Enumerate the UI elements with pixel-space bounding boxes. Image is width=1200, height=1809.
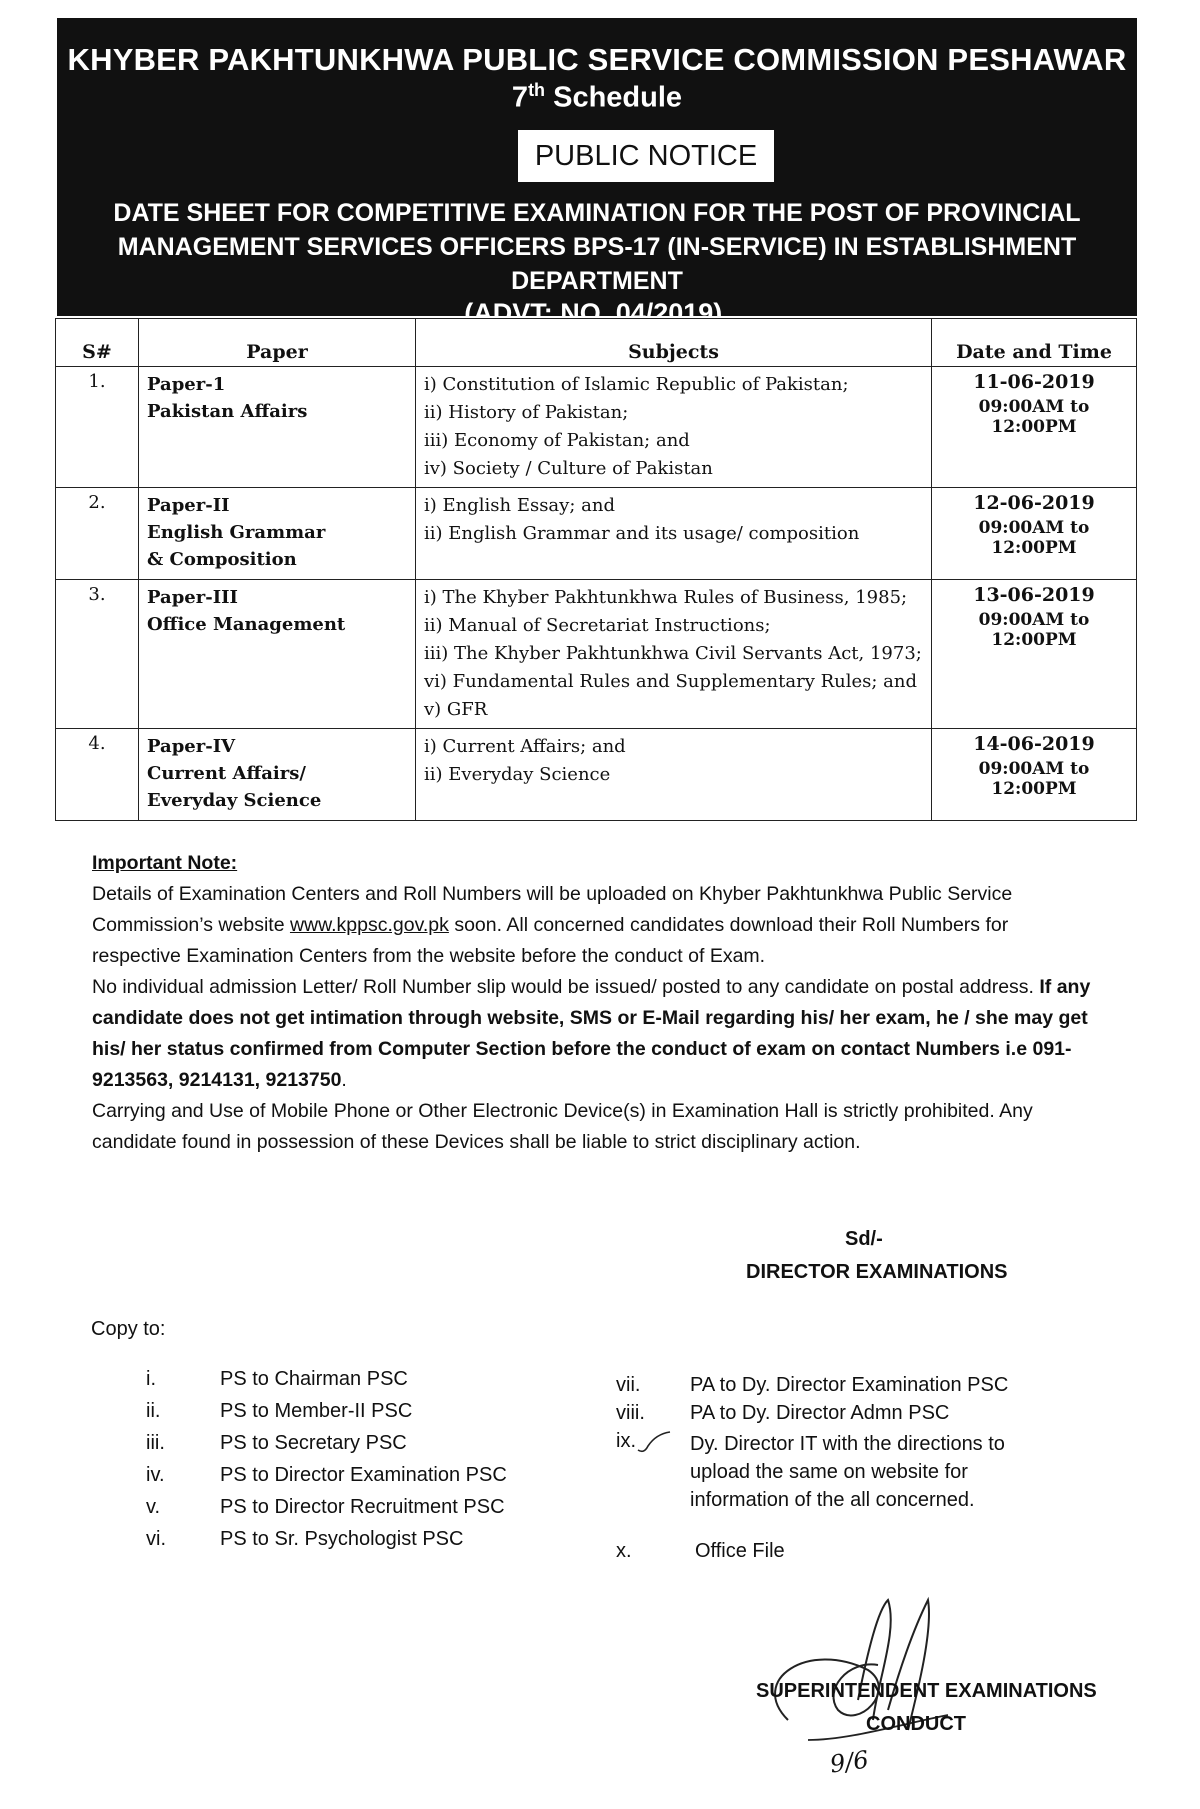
- note-text: .: [341, 1069, 347, 1091]
- copy-recipient: [690, 1430, 1005, 1514]
- paper-cell: [139, 580, 416, 729]
- paper-number: Paper-IV: [147, 736, 236, 757]
- paper-name: Office Management: [147, 614, 346, 635]
- copy-recipient: PS to Secretary PSC: [220, 1432, 407, 1454]
- advertisement-number: (ADVT: NO. 04/2019).: [464, 298, 730, 328]
- note-paragraph: [92, 879, 1102, 972]
- copy-recipient: PS to Director Recruitment PSC: [220, 1496, 505, 1518]
- tick-mark-icon: [636, 1430, 672, 1456]
- paper-name: Current Affairs/: [147, 763, 306, 784]
- copy-recipient: PS to Member-II PSC: [220, 1400, 413, 1422]
- subject-item: iii) Economy of Pakistan; and: [424, 430, 690, 451]
- note-text: No individual admission Letter/ Roll Number slip would be issued/ posted to any candidate on postal address.: [92, 976, 1040, 998]
- paper-cell: [139, 367, 416, 488]
- subjects-cell: [416, 488, 932, 580]
- serial-number: 1.: [56, 367, 139, 488]
- exam-time: 09:00AM to 12:00PM: [978, 610, 1090, 650]
- table-row: [56, 367, 1137, 488]
- copy-to-heading: Copy to:: [91, 1318, 166, 1340]
- schedule-number: 7: [511, 81, 529, 114]
- copy-recipient: PS to Sr. Psychologist PSC: [220, 1528, 464, 1550]
- serial-number: 2.: [56, 488, 139, 580]
- handwritten-date: 9/6: [828, 1745, 871, 1779]
- title-line-3: DEPARTMENT: [511, 267, 683, 295]
- table-row: [56, 488, 1137, 580]
- exam-date: 12-06-2019: [973, 492, 1095, 514]
- serial-number: 3.: [56, 580, 139, 729]
- paper-number: Paper-II: [147, 495, 230, 516]
- schedule-title: [57, 80, 1137, 115]
- note-heading: Important Note:: [92, 852, 238, 874]
- table-row: [56, 729, 1137, 821]
- subject-item: ii) English Grammar and its usage/ composition: [424, 523, 860, 544]
- copy-recipient: PS to Chairman PSC: [220, 1368, 408, 1390]
- subject-item: v) GFR: [424, 699, 488, 720]
- copy-recipient-line: information of the all concerned.: [690, 1489, 975, 1511]
- note-paragraph: [92, 972, 1102, 1096]
- copy-num: ii.: [146, 1400, 161, 1422]
- copy-recipient: PS to Director Examination PSC: [220, 1464, 507, 1486]
- title-line-1: DATE SHEET FOR COMPETITIVE EXAMINATION FOR THE POST OF PROVINCIAL: [113, 199, 1081, 227]
- conduct-title: CONDUCT: [866, 1713, 966, 1735]
- paper-name: Everyday Science: [147, 790, 322, 811]
- column-header: Paper: [139, 319, 416, 367]
- copy-num: viii.: [616, 1402, 645, 1424]
- exam-date: 14-06-2019: [973, 733, 1095, 755]
- exam-time: 09:00AM to 12:00PM: [978, 759, 1090, 799]
- schedule-suffix: th: [528, 80, 546, 100]
- important-note: [92, 848, 1102, 1158]
- date-time-cell: [932, 580, 1137, 729]
- paper-name: English Grammar: [147, 522, 326, 543]
- column-header: Date and Time: [932, 319, 1137, 367]
- copy-num: iii.: [146, 1432, 165, 1454]
- subject-item: vi) Fundamental Rules and Supplementary Rules; and: [424, 671, 918, 692]
- subject-item: iii) The Khyber Pakhtunkhwa Civil Servants Act, 1973;: [424, 643, 922, 664]
- exam-time: 09:00AM to 12:00PM: [978, 397, 1090, 437]
- copy-num: vi.: [146, 1528, 166, 1550]
- copy-recipient: PA to Dy. Director Examination PSC: [690, 1374, 1009, 1396]
- subject-item: i) Constitution of Islamic Republic of Pakistan;: [424, 374, 849, 395]
- notice-title: [87, 196, 1107, 298]
- paper-name: & Composition: [147, 549, 297, 570]
- paper-number: Paper-III: [147, 587, 238, 608]
- copy-num: x.: [616, 1540, 632, 1562]
- paper-name: Pakistan Affairs: [147, 401, 308, 422]
- note-bold-text: If any candidate does not get intimation through website, SMS or E-Mail regarding his/ her exam, he / she may get his/ her status confirmed from Computer Section before the conduct of exam on contact Numbers i.e 091-9213563, 9214131, 9213750: [92, 976, 1091, 1091]
- date-time-cell: [932, 367, 1137, 488]
- subjects-cell: [416, 729, 932, 821]
- subject-item: i) English Essay; and: [424, 495, 615, 516]
- copy-num: vii.: [616, 1374, 641, 1396]
- copy-recipient-line: Dy. Director IT with the directions to: [690, 1433, 1005, 1455]
- schedule-word: Schedule: [545, 81, 683, 114]
- copy-recipient: Office File: [695, 1540, 785, 1562]
- copy-recipient-line: upload the same on website for: [690, 1461, 968, 1483]
- copy-num: ix.: [616, 1430, 636, 1452]
- date-sheet-table: [55, 318, 1137, 821]
- subject-item: ii) History of Pakistan;: [424, 402, 629, 423]
- copy-num: i.: [146, 1368, 156, 1390]
- exam-date: 11-06-2019: [973, 371, 1095, 393]
- copy-num: v.: [146, 1496, 161, 1518]
- table-header-row: [56, 319, 1137, 367]
- subject-item: ii) Everyday Science: [424, 764, 611, 785]
- column-header: S#: [56, 319, 139, 367]
- title-line-2: MANAGEMENT SERVICES OFFICERS BPS-17 (IN-SERVICE) IN ESTABLISHMENT: [117, 233, 1077, 261]
- subject-item: i) Current Affairs; and: [424, 736, 626, 757]
- date-time-cell: [932, 729, 1137, 821]
- paper-cell: [139, 729, 416, 821]
- public-notice-label: PUBLIC NOTICE: [518, 130, 774, 182]
- table-row: [56, 580, 1137, 729]
- subject-item: iv) Society / Culture of Pakistan: [424, 458, 713, 479]
- note-text: Details of Examination Centers and Roll Numbers will be uploaded on Khyber Pakhtunkhwa Public Service Commission’s website: [92, 883, 1013, 936]
- website-link[interactable]: www.kppsc.gov.pk: [289, 914, 449, 936]
- director-title: DIRECTOR EXAMINATIONS: [746, 1261, 1008, 1283]
- superintendent-title: SUPERINTENDENT EXAMINATIONS: [756, 1680, 1097, 1702]
- note-text: soon. All concerned candidates download their Roll Numbers for respective Examination Centers from the website before the conduct of Exam.: [92, 914, 1009, 967]
- notice-header: [57, 18, 1137, 328]
- subject-item: i) The Khyber Pakhtunkhwa Rules of Business, 1985;: [424, 587, 908, 608]
- subject-item: ii) Manual of Secretariat Instructions;: [424, 615, 771, 636]
- subjects-cell: [416, 580, 932, 729]
- organization-name: KHYBER PAKHTUNKHWA PUBLIC SERVICE COMMISSION PESHAWAR: [67, 42, 1127, 77]
- copy-recipient: PA to Dy. Director Admn PSC: [690, 1402, 950, 1424]
- exam-date: 13-06-2019: [973, 584, 1095, 606]
- date-time-cell: [932, 488, 1137, 580]
- paper-number: Paper-1: [147, 374, 226, 395]
- serial-number: 4.: [56, 729, 139, 821]
- paper-cell: [139, 488, 416, 580]
- column-header: Subjects: [416, 319, 932, 367]
- subjects-cell: [416, 367, 932, 488]
- note-paragraph: Carrying and Use of Mobile Phone or Other Electronic Device(s) in Examination Hall is strictly prohibited. Any candidate found in possession of these Devices shall be liable to strict disciplinary action.: [92, 1100, 1033, 1153]
- exam-time: 09:00AM to 12:00PM: [978, 518, 1090, 558]
- signed-mark: Sd/-: [845, 1228, 883, 1250]
- copy-num: iv.: [146, 1464, 165, 1486]
